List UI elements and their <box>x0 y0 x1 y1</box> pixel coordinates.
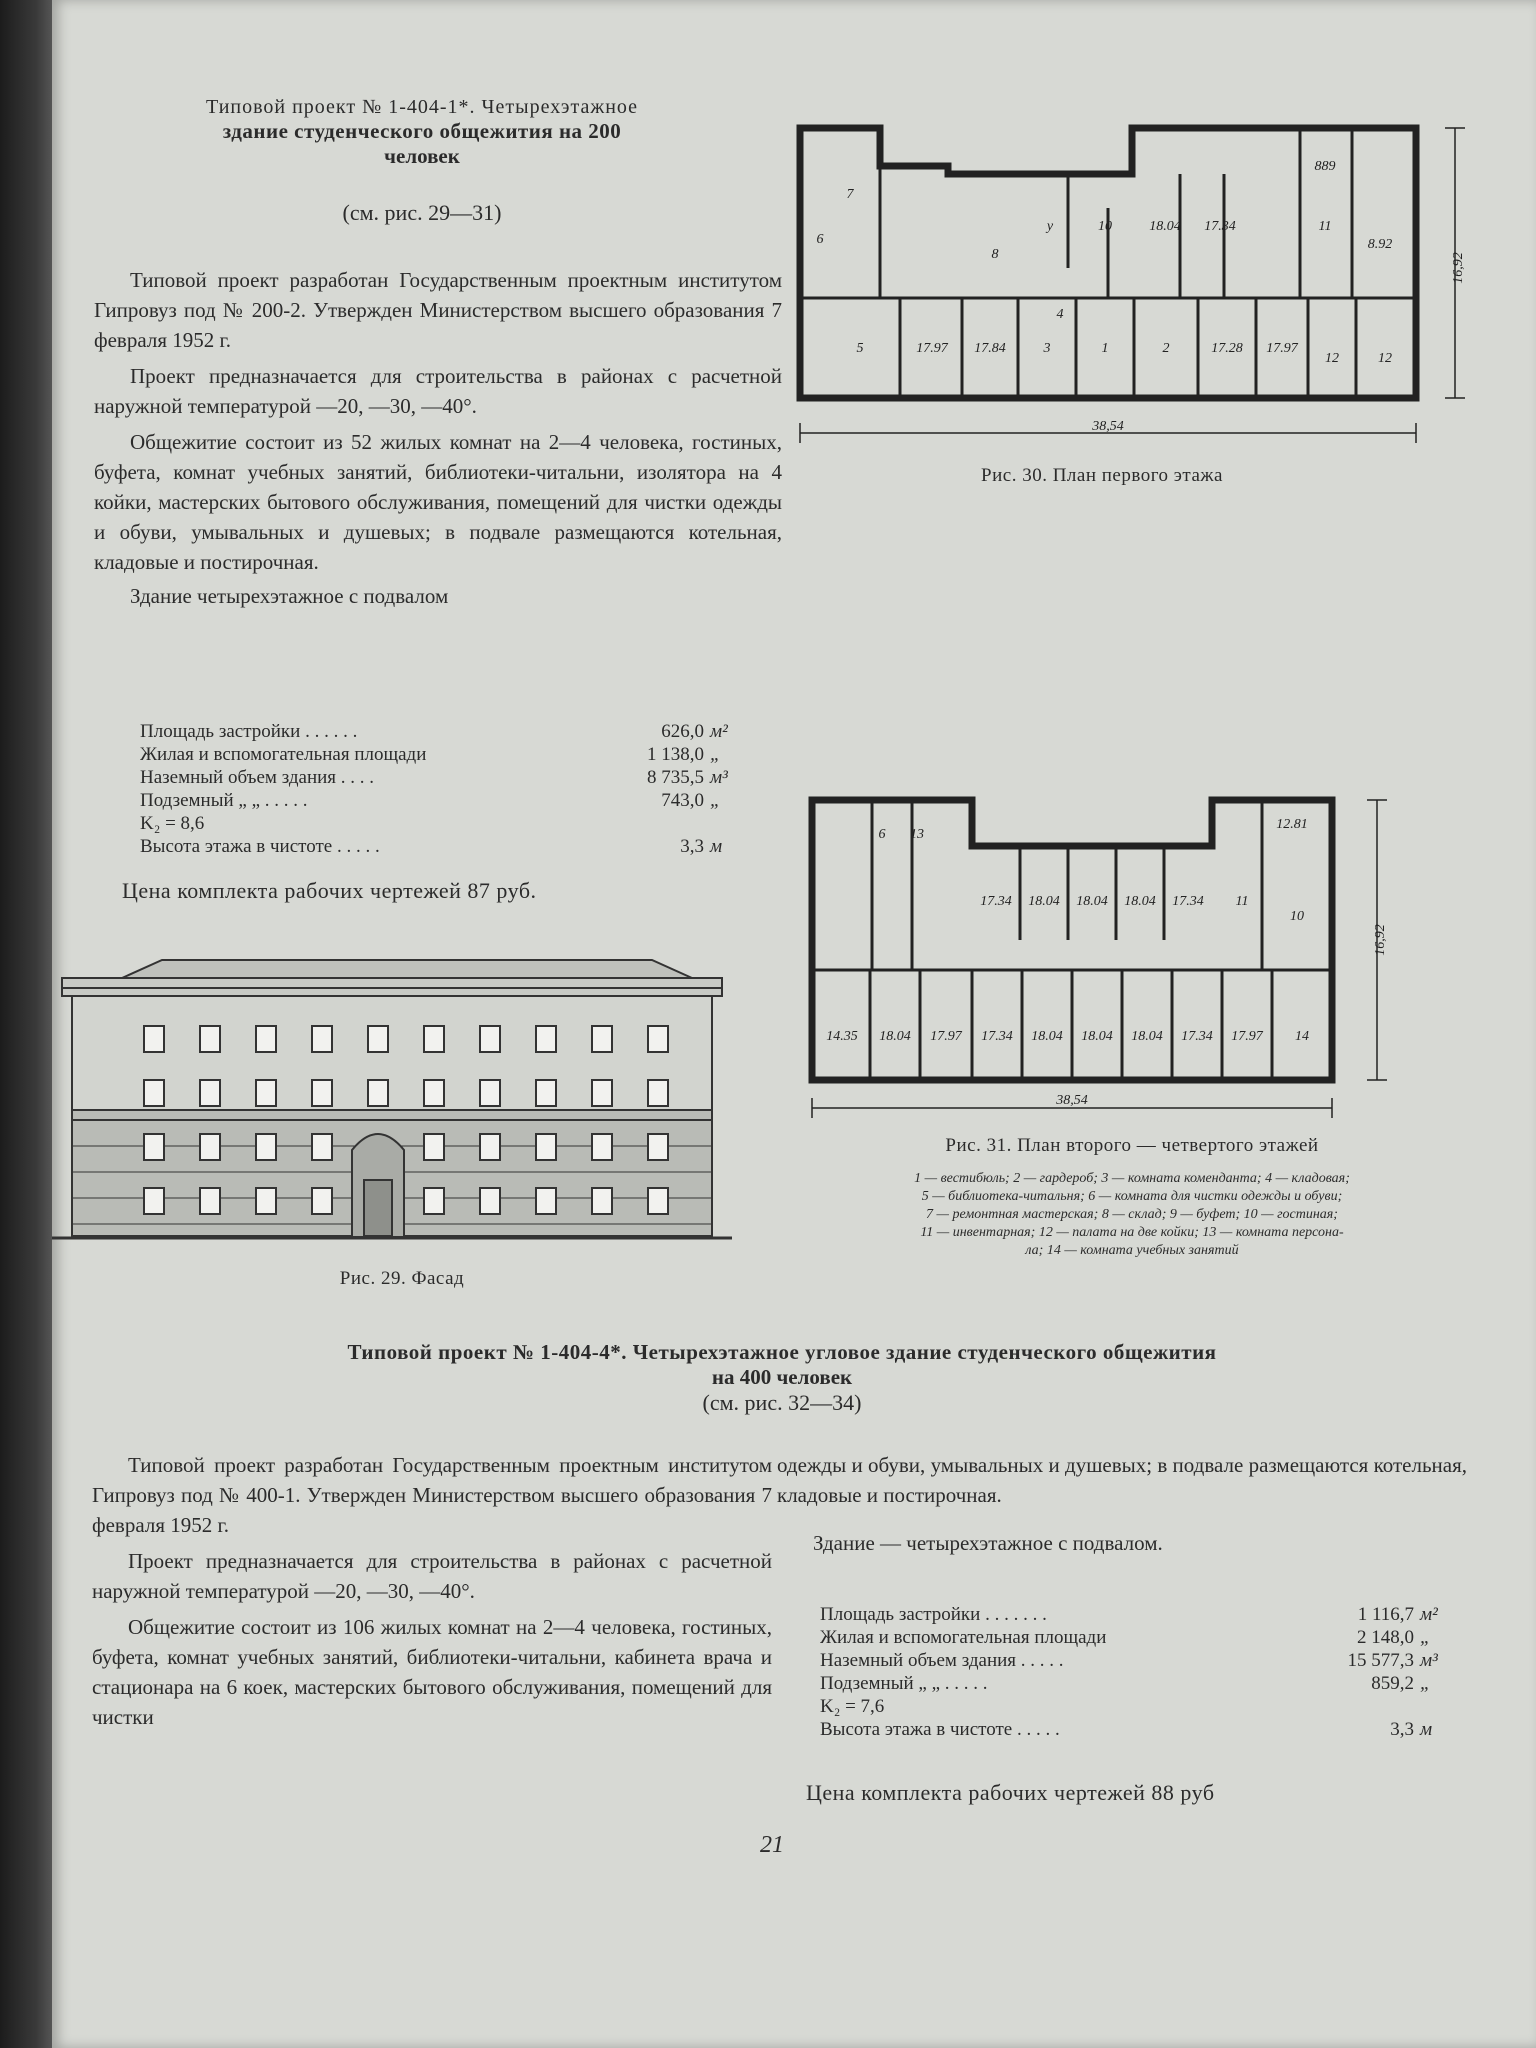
section1-title-line2: здание студенческого общежития на 200 <box>222 119 622 143</box>
spec-value: 626,0 <box>661 721 704 742</box>
spec-label: Площадь застройки . . . . . . . <box>820 1604 1047 1625</box>
plan1-room: 17.97 <box>1266 341 1298 356</box>
spec-label: Подземный „ „ . . . . . <box>820 1673 988 1694</box>
spec-row <box>820 1718 1460 1741</box>
plan2-room: 18.04 <box>1031 1029 1063 1044</box>
spec-row <box>140 720 750 743</box>
spec-unit: м <box>1420 1719 1433 1740</box>
spec-row <box>140 766 750 789</box>
plan1-room: 2 <box>1162 341 1170 356</box>
spec-value: 859,2 <box>1371 1673 1414 1694</box>
plan2-width: 38,54 <box>1056 1093 1088 1108</box>
plan1-room: 7 <box>846 187 854 202</box>
spec-value: 743,0 <box>661 790 704 811</box>
spec-unit: м³ <box>710 767 728 788</box>
spec-value: 2 148,0 <box>1357 1627 1414 1648</box>
plan2-room: 10 <box>1290 909 1304 924</box>
section1-para1: Типовой проект разработан Государственным проектным институтом Гипровуз под № 200-2. Утвержден Министерством высшего образования 7 февраля 1952 г. <box>94 268 782 352</box>
fig31-caption: Рис. 31. План второго — четвертого этажей <box>945 1135 1319 1156</box>
spec-label: Подземный „ „ . . . . . <box>140 790 308 811</box>
section1-building: Здание четырехэтажное с подвалом <box>130 584 449 608</box>
spec-label: Площадь застройки . . . . . . <box>140 721 358 742</box>
plan2-room: 12.81 <box>1276 817 1308 832</box>
plan2-room: 18.04 <box>1131 1029 1163 1044</box>
section2-price: Цена комплекта рабочих чертежей 88 руб <box>806 1780 1215 1805</box>
plan1-room: 12 <box>1325 351 1339 366</box>
section2-para3: Общежитие состоит из 106 жилых комнат на 2—4 человека, гостиных, буфета, комнат учебных занятий, библиотеки-читальни, кабинета врача и стационара на 6 коек, мастерских бытового обслуживания, помещений для чистки <box>92 1615 772 1729</box>
plan2-room: 17.34 <box>980 894 1012 909</box>
plan1-room: 3 <box>1043 341 1051 356</box>
plan2-room: 18.04 <box>1124 894 1156 909</box>
spec-row <box>140 743 750 766</box>
plan1-room: 17.34 <box>1204 219 1236 234</box>
spec-label: Жилая и вспомогательная площади <box>140 744 427 765</box>
section1-title-line1: Типовой проект № 1-404-1*. Четырехэтажное <box>205 96 639 118</box>
spec-unit: „ <box>710 744 721 765</box>
spec-value <box>1324 1695 1414 1718</box>
spec-row <box>820 1603 1460 1626</box>
spec-unit <box>1414 1695 1460 1718</box>
spec-value: 1 116,7 <box>1357 1604 1414 1625</box>
legend-line: 1 — вестибюль; 2 — гардероб; 3 — комната коменданта; 4 — кладовая; <box>914 1171 1350 1186</box>
spec-unit: „ <box>1420 1673 1431 1694</box>
spec-value: 3,3 <box>680 836 704 857</box>
plan2-room: 17.97 <box>1231 1029 1263 1044</box>
spec-label: Высота этажа в чистоте . . . . . <box>820 1719 1060 1740</box>
plan1-room: 18.04 <box>1149 219 1181 234</box>
plan2-room: 17.34 <box>1181 1029 1213 1044</box>
plan1-width: 38,54 <box>1092 419 1124 434</box>
spec-unit: „ <box>710 790 721 811</box>
spec-label: K₂ = 7,6 <box>820 1696 885 1717</box>
spec-label: K₂ = 8,6 <box>140 813 205 834</box>
section2-building: Здание — четырехэтажное с подвалом. <box>813 1531 1163 1555</box>
section1-para2: Проект предназначается для строительства в районах с расчетной наружной температурой —20, —30, —40°. <box>94 364 782 418</box>
spec-value: 8 735,5 <box>647 767 704 788</box>
plan2-room: 18.04 <box>879 1029 911 1044</box>
plan2-room: 18.04 <box>1081 1029 1113 1044</box>
spec-unit: м² <box>710 721 728 742</box>
section2-right-column <box>777 1450 1467 1568</box>
spec-row <box>820 1626 1460 1649</box>
fig30-caption: Рис. 30. План первого этажа <box>981 465 1223 486</box>
plan2-room: 14 <box>1295 1029 1309 1044</box>
section1-para3: Общежитие состоит из 52 жилых комнат на 2—4 человека, гостиных, буфета, комнат учебных занятий, библиотеки-читальни, изолятора на 4 койки, мастерских бытового обслуживания, помещений для чистки одежды и обуви, умывальных и душевых; в подвале размещаются котельная, кладовые и постирочная. <box>94 430 782 574</box>
plan-typical-floor <box>752 790 1492 1120</box>
spec-unit: м² <box>1420 1604 1438 1625</box>
plan1-room: 17.84 <box>974 341 1006 356</box>
plan-legend <box>772 1170 1492 1260</box>
spec-label: Наземный объем здания . . . . <box>140 767 375 788</box>
page-number: 21 <box>760 1832 784 1858</box>
spec-row <box>140 812 750 835</box>
book-spine-shadow <box>0 0 52 2048</box>
section2-title <box>112 1340 1452 1416</box>
section2-title-line1: Типовой проект № 1-404-4*. Четырехэтажное угловое здание студенческого общежития <box>347 1340 1217 1364</box>
plan2-room: 17.34 <box>981 1029 1013 1044</box>
spec-value <box>614 812 704 835</box>
spec-value: 3,3 <box>1390 1719 1414 1740</box>
section1-title-line3: человек <box>384 144 460 168</box>
plan1-room: 17.28 <box>1211 341 1243 356</box>
section1-body <box>94 265 782 619</box>
plan2-room: 17.97 <box>930 1029 962 1044</box>
spec-value: 1 138,0 <box>647 744 704 765</box>
plan1-room: 8.92 <box>1367 237 1393 252</box>
plan2-room: 6 <box>878 827 886 842</box>
plan2-room: 18.04 <box>1076 894 1108 909</box>
plan1-room: 11 <box>1318 219 1332 234</box>
section2-title-line2: на 400 человек <box>711 1365 853 1389</box>
spec-row <box>820 1695 1460 1718</box>
spec-unit: м³ <box>1420 1650 1438 1671</box>
legend-line: 11 — инвентарная; 12 — палата на две койки; 13 — комната персона- <box>920 1225 1344 1240</box>
plan1-room: 12 <box>1378 351 1392 366</box>
section2-para3-cont: одежды и обуви, умывальных и душевых; в подвале размещаются котельная, кладовые и постирочная. <box>777 1453 1467 1507</box>
plan2-depth: 16,92 <box>1373 924 1388 956</box>
spec-row <box>140 835 750 858</box>
spec-unit: „ <box>1420 1627 1431 1648</box>
book-page <box>52 0 1536 2048</box>
plan1-room: 4 <box>1056 307 1064 322</box>
section1-price: Цена комплекта рабочих чертежей 87 руб. <box>122 878 537 903</box>
plan-first-floor <box>740 118 1480 448</box>
section1-specs <box>140 720 750 858</box>
fig29-caption: Рис. 29. Фасад <box>339 1268 465 1289</box>
section2-para1: Типовой проект разработан Государственным проектным институтом Гипровуз под № 400-1. Утвержден Министерством высшего образования 7 февраля 1952 г. <box>92 1453 772 1537</box>
plan1-room: у <box>1046 219 1054 234</box>
plan1-room: 17.97 <box>916 341 948 356</box>
legend-line: 7 — ремонтная мастерская; 8 — склад; 9 — буфет; 10 — гостиная; <box>926 1207 1338 1222</box>
spec-label: Высота этажа в чистоте . . . . . <box>140 836 380 857</box>
facade-drawing <box>52 950 732 1250</box>
plan2-room: 14.35 <box>826 1029 858 1044</box>
section1-title <box>102 96 742 169</box>
plan2-room: 13 <box>910 827 924 842</box>
plan2-room: 17.34 <box>1172 894 1204 909</box>
plan1-depth: 16,92 <box>1451 252 1466 284</box>
spec-value: 15 577,3 <box>1347 1650 1414 1671</box>
section2-left-column <box>92 1450 772 1732</box>
legend-line: 5 — библиотека-читальня; 6 — комната для чистки одежды и обуви; <box>921 1189 1343 1204</box>
section2-specs <box>820 1603 1460 1741</box>
section1-ref: (см. рис. 29—31) <box>342 200 502 225</box>
spec-row <box>820 1672 1460 1695</box>
spec-unit: м <box>710 836 723 857</box>
spec-row <box>820 1649 1460 1672</box>
section2-ref: (см. рис. 32—34) <box>702 1390 862 1415</box>
spec-unit <box>704 812 750 835</box>
section2-para2: Проект предназначается для строительства в районах с расчетной наружной температурой —20, —30, —40°. <box>92 1549 772 1603</box>
plan2-room: 11 <box>1235 894 1249 909</box>
plan1-room: 5 <box>856 341 864 356</box>
legend-line: ла; 14 — комната учебных занятий <box>1025 1243 1239 1258</box>
plan2-room: 18.04 <box>1028 894 1060 909</box>
plan1-room: 10 <box>1098 219 1112 234</box>
plan1-room: 889 <box>1314 159 1336 174</box>
plan1-room: 1 <box>1101 341 1109 356</box>
spec-row <box>140 789 750 812</box>
spec-label: Жилая и вспомогательная площади <box>820 1627 1107 1648</box>
plan1-room: 6 <box>816 232 824 247</box>
spec-label: Наземный объем здания . . . . . <box>820 1650 1064 1671</box>
plan1-room: 8 <box>991 247 999 262</box>
